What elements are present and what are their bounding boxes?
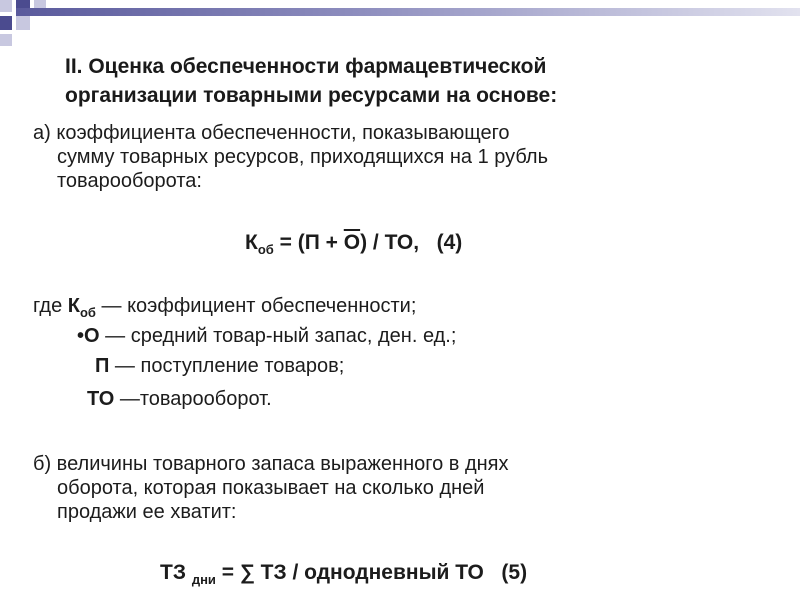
formula-symbol: К (245, 231, 258, 254)
bullet: • (77, 325, 85, 347)
slide-title-line: организации товарными ресурсами на основе: (65, 84, 558, 107)
legend-description: —товарооборот. (114, 388, 272, 410)
checker-square-decoration (0, 34, 12, 46)
legend-subscript: об (79, 305, 96, 320)
legend-p (95, 355, 344, 378)
legend-k (33, 295, 416, 320)
formula-subscript: дни (191, 572, 216, 588)
formula-coefficient (245, 231, 462, 257)
section-a-text (33, 121, 548, 193)
checker-square-decoration (16, 16, 30, 30)
formula-subscript: об (257, 242, 274, 258)
text-line: б) величины товарного запаса выраженного в днях (33, 453, 509, 475)
text-line: товарооборота: (57, 170, 202, 192)
text-line: а) коэффициента обеспеченности, показывающего (33, 122, 510, 144)
section-b-text (33, 452, 509, 524)
slide-title-line: II. Оценка обеспеченности фармацевтической (65, 55, 547, 78)
legend-symbol: К (67, 295, 80, 317)
formula-number: (5) (501, 561, 528, 584)
formula-text: = (П + (273, 231, 344, 254)
checker-square-decoration (0, 16, 12, 30)
formula-overlined-symbol: О (343, 231, 361, 254)
legend-description: — коэффициент обеспеченности; (95, 295, 417, 317)
formula-stock-days (160, 561, 527, 587)
legend-where: где (33, 295, 68, 317)
formula-symbol: ТЗ (160, 561, 192, 584)
checker-square-decoration (0, 0, 12, 12)
legend-o (77, 325, 456, 348)
legend-to (87, 388, 272, 411)
formula-text: ) / ТО, (360, 231, 420, 254)
gradient-header-bar (16, 8, 800, 16)
text-line: сумму товарных ресурсов, приходящихся на 1 рубль (57, 146, 549, 168)
legend-symbol: О (84, 325, 100, 347)
text-line: продажи ее хватит: (57, 501, 237, 523)
legend-symbol: П (95, 355, 110, 377)
legend-symbol: ТО (87, 388, 115, 410)
text-line: оборота, которая показывает на сколько дней (57, 477, 485, 499)
formula-number: (4) (436, 231, 463, 254)
formula-text: = ∑ ТЗ / однодневный ТО (215, 561, 484, 584)
slide-title (65, 52, 785, 110)
legend-description: — средний товар-ный запас, ден. ед.; (99, 325, 457, 347)
legend-description: — поступление товаров; (109, 355, 345, 377)
